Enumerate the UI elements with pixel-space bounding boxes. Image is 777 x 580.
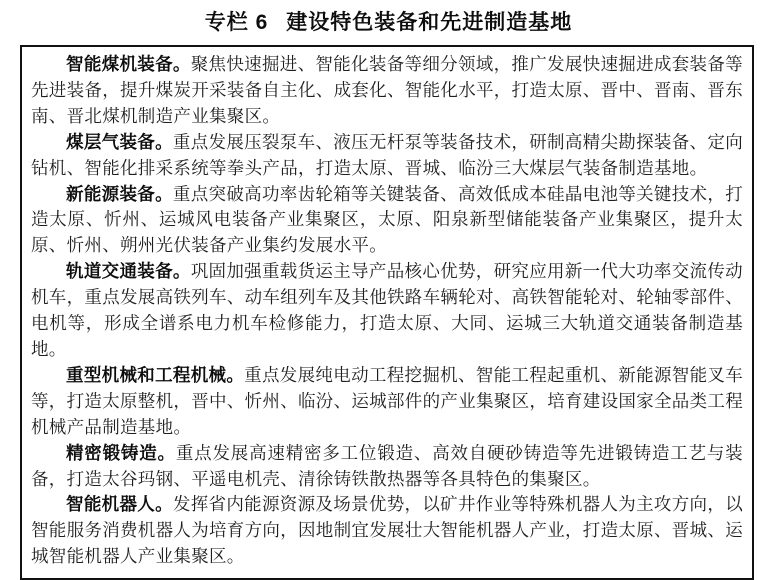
column-title-text: 建设特色装备和先进制造基地 [286, 11, 573, 34]
column-paragraph [31, 259, 743, 363]
column-paragraph [31, 363, 743, 441]
column-paragraph [31, 441, 743, 493]
column-paragraph [31, 182, 743, 260]
paragraph-body: 巩固加强重载货运主导产品核心优势，研究应用新一代大功率交流传动机车，重点发展高铁列车、动车组列车及其他铁路车辆轮对、高铁智能轮对、轮轴零部件、电机等，形成全谱系电力机车检修能力，打造太原、大同、运城三大轨道交通装备制造基地。 [31, 261, 743, 359]
paragraph-lead: 智能机器人。 [66, 494, 173, 515]
paragraph-body: 聚焦快速掘进、智能化装备等细分领域，推广发展快速掘进成套装备等先进装备，提升煤炭开采装备自主化、成套化、智能化水平，打造太原、晋中、晋南、晋东南、晋北煤机制造产业集聚区。 [31, 54, 743, 126]
column-title [0, 7, 777, 39]
column-paragraph [31, 492, 743, 570]
paragraph-body: 重点发展高速精密多工位锻造、高效自硬砂铸造等先进锻铸造工艺与装备，打造太谷玛钢、平遥电机壳、清徐铸铁散热器等各具特色的集聚区。 [31, 442, 743, 489]
paragraph-lead: 精密锻铸造。 [66, 442, 176, 463]
paragraph-body: 重点发展压裂泵车、液压无杆泵等装备技术，研制高精尖勘探装备、定向钻机、智能化排采系统等拳头产品，打造太原、晋城、临汾三大煤层气装备制造基地。 [31, 131, 743, 178]
column-label: 专栏 6 [204, 11, 269, 34]
column-paragraph [31, 130, 743, 182]
column-paragraph [31, 52, 743, 130]
paragraph-lead: 新能源装备。 [66, 183, 173, 204]
column-box [20, 45, 754, 580]
paragraph-lead: 重型机械和工程机械。 [66, 364, 245, 385]
paragraph-body: 发挥省内能源资源及场景优势，以矿井作业等特殊机器人为主攻方向，以智能服务消费机器人为培育方向，因地制宜发展壮大智能机器人产业，打造太原、晋城、运城智能机器人产业集聚区。 [31, 494, 743, 567]
paragraph-lead: 智能煤机装备。 [66, 54, 191, 74]
paragraph-lead: 煤层气装备。 [66, 131, 173, 152]
paragraph-body: 重点发展纯电动工程挖掘机、智能工程起重机、新能源智能叉车等，打造太原整机，晋中、忻州、临汾、运城部件的产业集聚区，培育建设国家全品类工程机械产品制造基地。 [31, 364, 744, 437]
paragraph-lead: 轨道交通装备。 [66, 261, 191, 282]
paragraph-body: 重点突破高功率齿轮箱等关键装备、高效低成本硅晶电池等关键技术，打造太原、忻州、运城风电装备产业集聚区，太原、阳泉新型储能装备产业集聚区，提升太原、忻州、朔州光伏装备产业集约发展水平。 [31, 183, 743, 256]
